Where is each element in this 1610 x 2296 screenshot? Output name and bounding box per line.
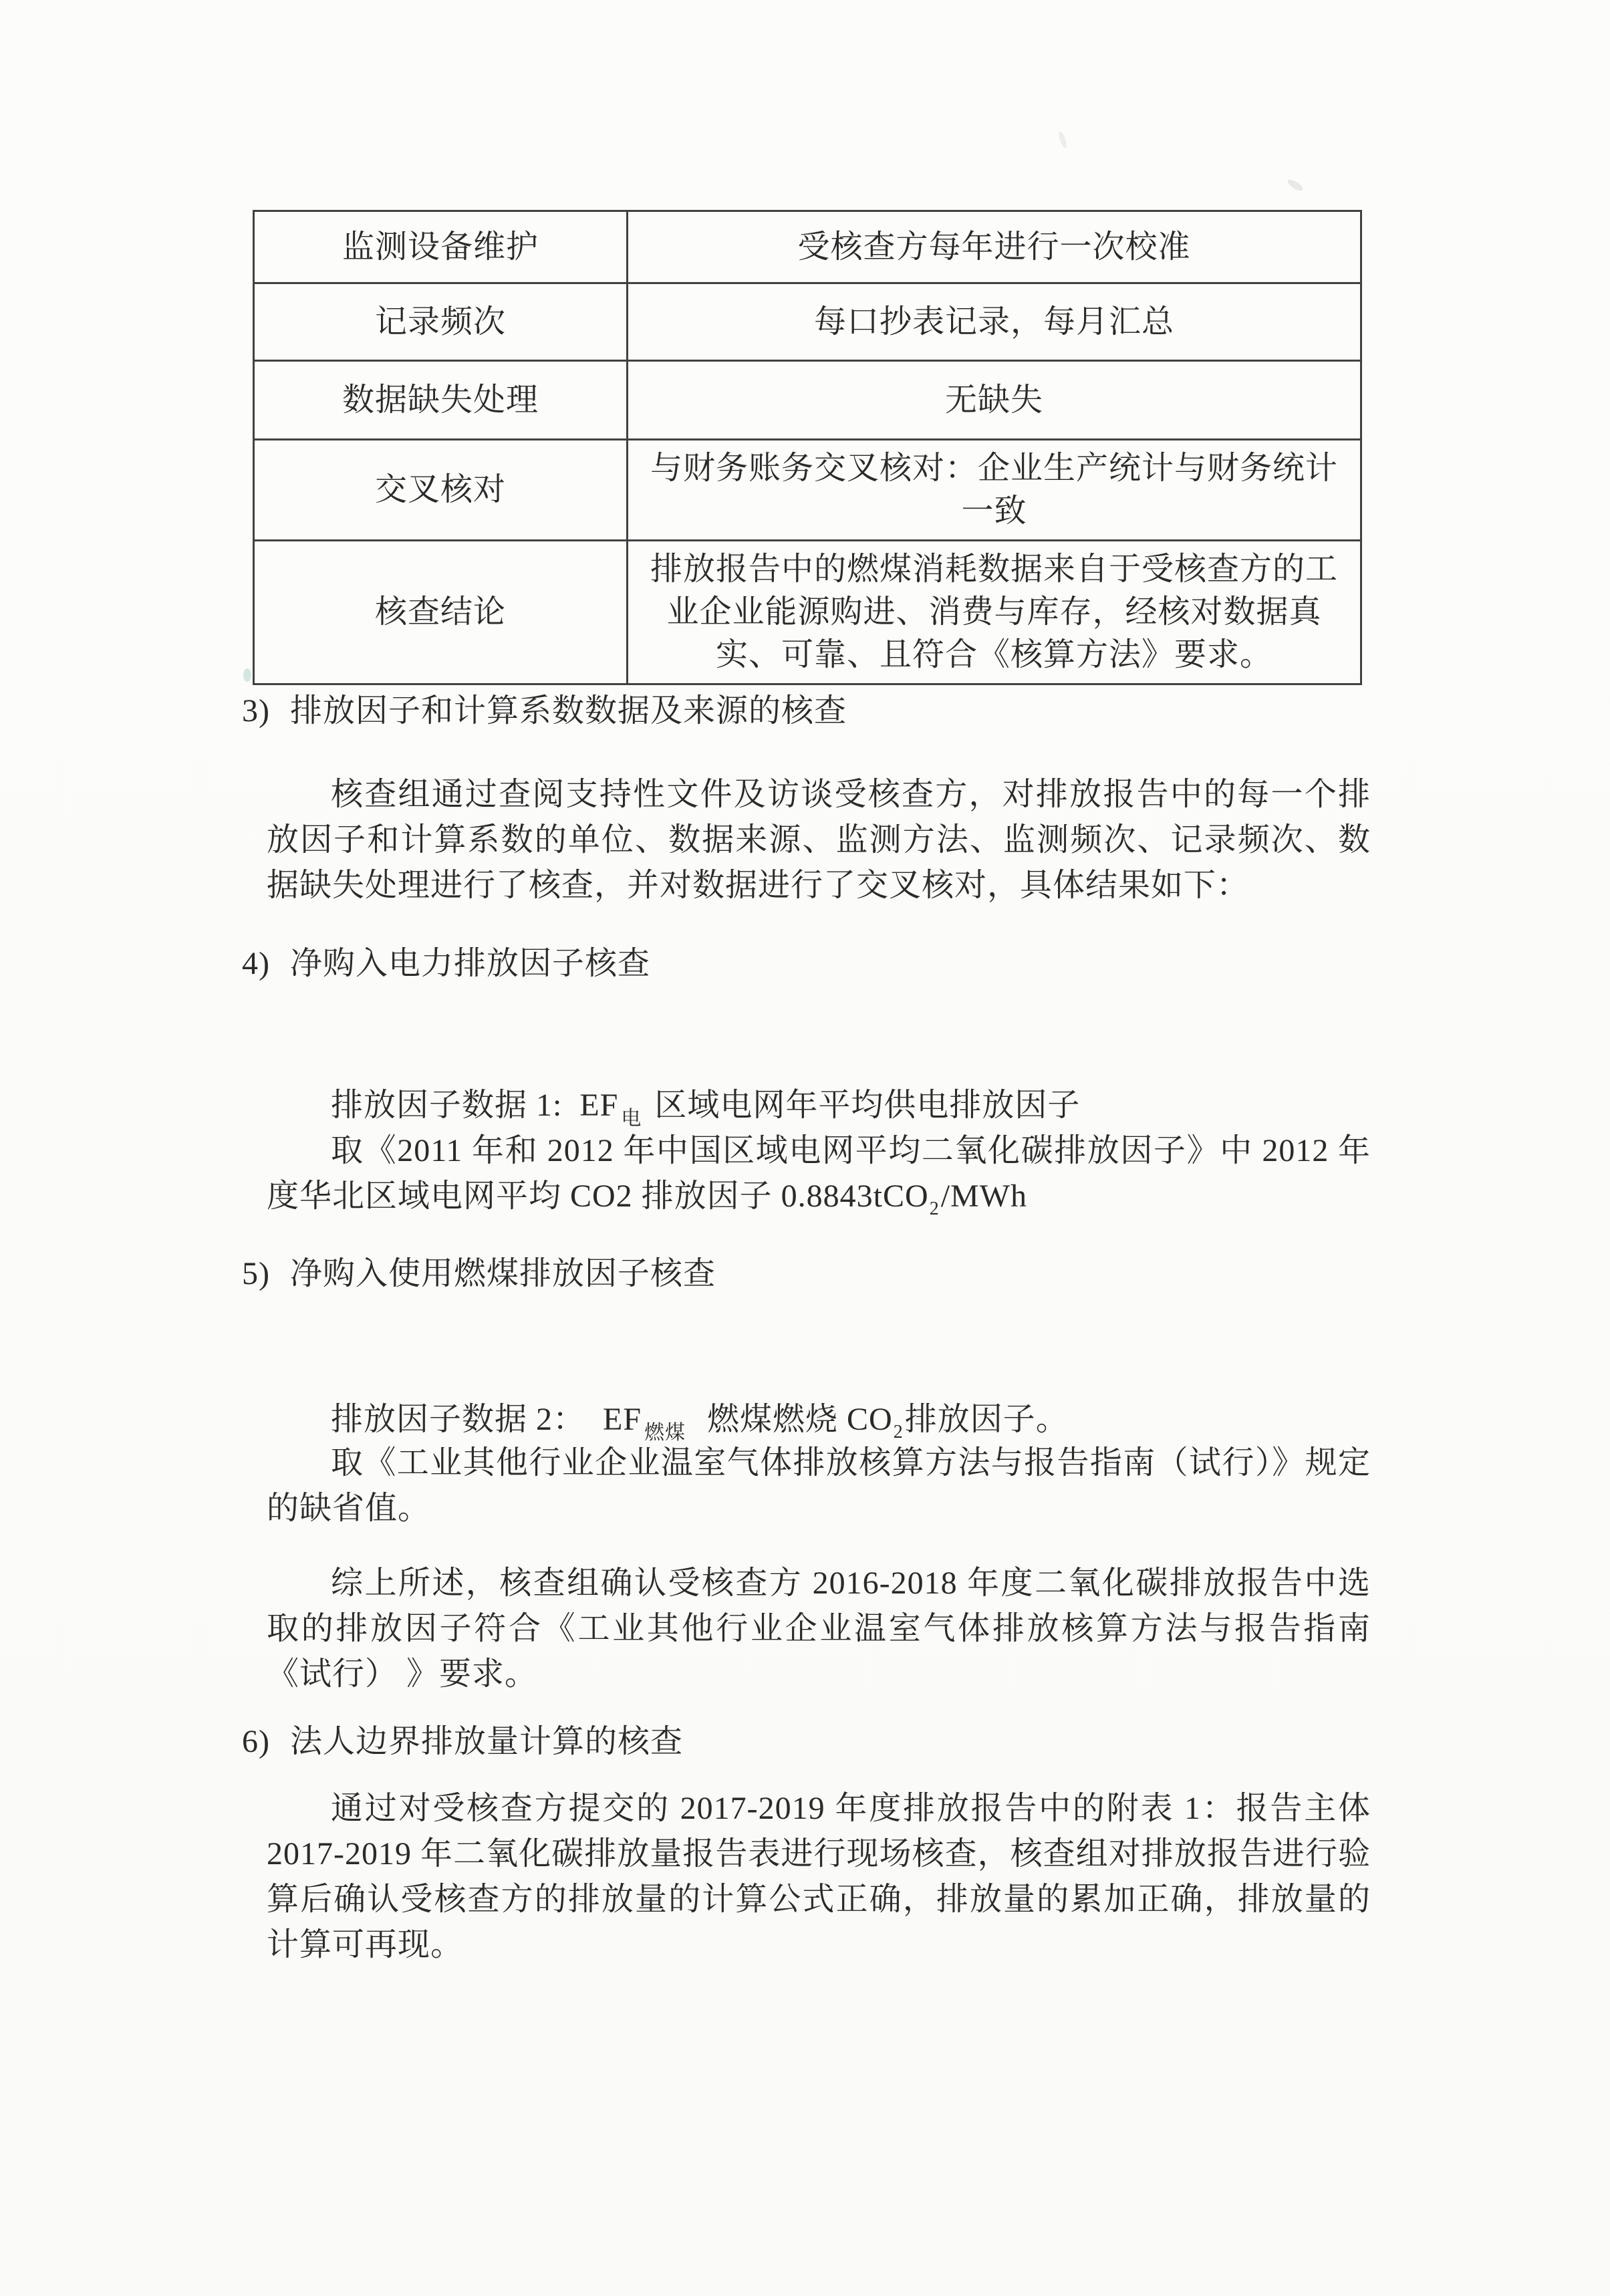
row-label: 数据缺失处理 xyxy=(254,361,628,440)
ef-label: 排放因子数据 2： EF xyxy=(331,1402,642,1437)
row-value: 每口抄表记录，每月汇总 xyxy=(628,283,1361,361)
paragraph-text: 取《2011 年和 2012 年中国区域电网平均二氧化碳排放因子》中 2012 年度华北区域电网平均 CO2 排放因子 0.8843tCO xyxy=(267,1133,1371,1214)
section-6-paragraph: 通过对受核查方提交的 2017-2019 年度排放报告中的附表 1：报告主体 2017-2019 年二氧化碳排放量报告表进行现场核查，核查组对排放报告进行验算后确认受核查方的排放量的计算公式正确，排放量的累加正确，排放量的计算可再现。 xyxy=(267,1791,1371,1962)
section-title: 排放因子和计算系数数据及来源的核查 xyxy=(289,693,847,729)
row-label: 交叉核对 xyxy=(254,440,628,541)
row-value: 与财务账务交叉核对：企业生产统计与财务统计一致 xyxy=(628,440,1361,541)
paragraph-text: /MWh xyxy=(940,1178,1028,1214)
table-row-monitoring-device-maintenance xyxy=(254,211,1361,283)
scan-artifact xyxy=(243,668,251,682)
section-5-heading xyxy=(242,1251,1371,1297)
ef-subscript: 燃煤 xyxy=(644,1422,686,1444)
section-5-paragraph-1: 取《工业其他行业企业温室气体排放核算方法与报告指南（试行）》规定的缺省值。 xyxy=(267,1445,1371,1526)
co2-subscript: 2 xyxy=(929,1198,940,1219)
verification-summary-table xyxy=(253,210,1362,685)
section-number: 6) xyxy=(242,1724,270,1759)
section-5-paragraph-2: 综上所述，核查组确认受核查方 2016-2018 年度二氧化碳排放报告中选取的排放因子符合《工业其他行业企业温室气体排放核算方法与报告指南《试行） 》要求。 xyxy=(267,1565,1371,1692)
row-value: 排放报告中的燃煤消耗数据来自于受核查方的工业企业能源购进、消费与库存，经核对数据真实、可靠、且符合《核算方法》要求。 xyxy=(628,541,1361,684)
ef-description: 排放因子。 xyxy=(904,1402,1069,1437)
scan-artifact xyxy=(1286,178,1304,193)
ef-description: 区域电网年平均供电排放因子 xyxy=(646,1088,1081,1123)
row-value: 无缺失 xyxy=(628,361,1361,440)
row-value: 受核查方每年进行一次校准 xyxy=(628,211,1361,283)
scan-artifact xyxy=(1057,130,1068,148)
table-row-cross-check xyxy=(254,440,1361,541)
section-6-heading xyxy=(242,1719,1371,1765)
section-3-paragraph: 核查组通过查阅支持性文件及访谈受核查方，对排放报告中的每一个排放因子和计算系数的单位、数据来源、监测方法、监测频次、记录频次、数据缺失处理进行了核查，并对数据进行了交叉核对，具体结果如下： xyxy=(267,777,1371,903)
section-4-paragraph xyxy=(267,1128,1371,1232)
section-title: 法人边界排放量计算的核查 xyxy=(289,1724,683,1759)
ef-subscript: 电 xyxy=(621,1108,642,1130)
table-row-verification-conclusion xyxy=(254,541,1361,684)
ef-description: 燃煤燃烧 CO xyxy=(690,1402,893,1437)
section-number: 4) xyxy=(242,946,270,981)
section-4-heading xyxy=(242,941,1371,987)
row-label: 核查结论 xyxy=(254,541,628,684)
row-label: 记录频次 xyxy=(254,283,628,361)
section-number: 5) xyxy=(242,1256,270,1291)
table-row-record-frequency xyxy=(254,283,1361,361)
row-label: 监测设备维护 xyxy=(254,211,628,283)
section-title: 净购入电力排放因子核查 xyxy=(289,946,650,981)
table-row-data-gap-handling xyxy=(254,361,1361,440)
ef-label: 排放因子数据 1: EF xyxy=(331,1088,619,1123)
section-3-heading xyxy=(242,688,1371,734)
section-number: 3) xyxy=(242,693,270,729)
co2-subscript: 2 xyxy=(893,1422,904,1442)
section-title: 净购入使用燃煤排放因子核查 xyxy=(289,1256,716,1291)
